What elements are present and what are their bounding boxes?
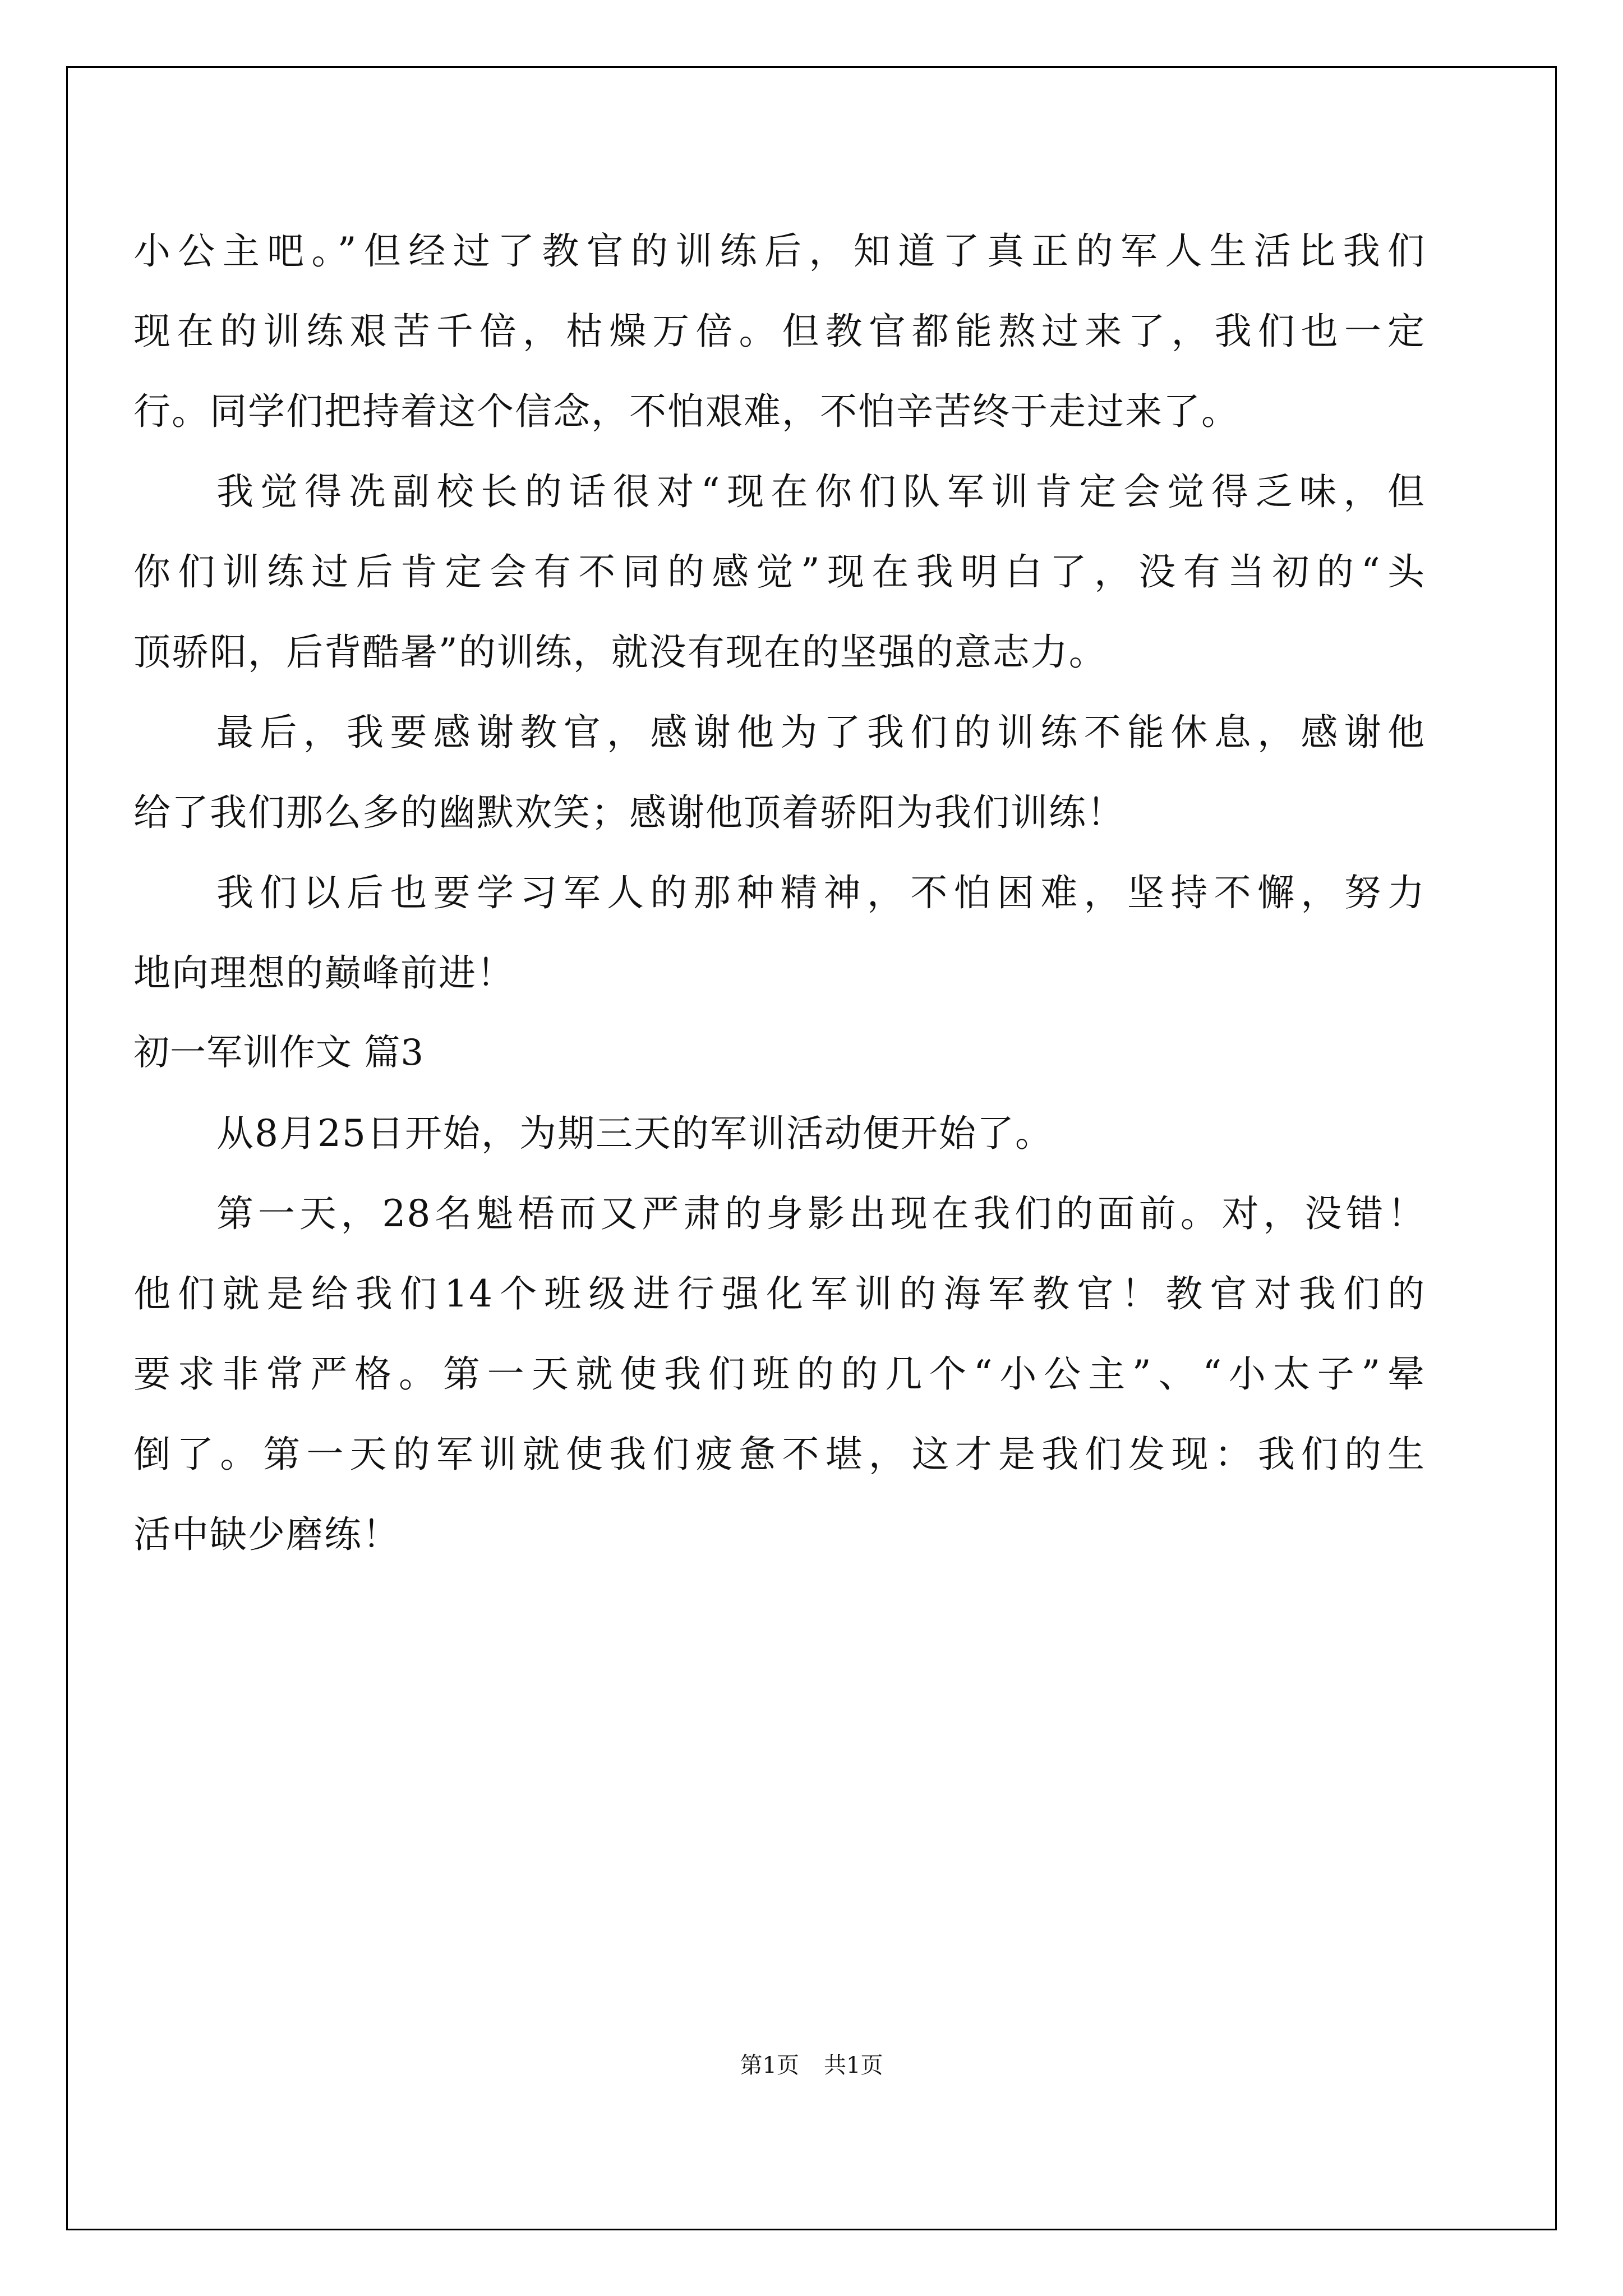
page-number: 第1页 xyxy=(740,2053,799,2078)
page-footer xyxy=(0,2049,1623,2082)
paragraph-first-line: 从8月25日开始，为期三天的军训活动便开始了。 xyxy=(216,1112,1053,1155)
paragraph-first-line: 我们以后也要学习军人的那种精神，不怕困难，坚持不懈，努力 xyxy=(216,871,1426,914)
page-total: 共1页 xyxy=(824,2053,883,2078)
document-body xyxy=(133,211,1426,1575)
text-line: 顶骄阳，后背酷暑”的训练，就没有现在的坚强的意志力。 xyxy=(133,631,1107,674)
paragraph-first-line: 第一天，28名魁梧而又严肃的身影出现在我们的面前。对，没错！ xyxy=(216,1192,1426,1235)
text-line: 他们就是给我们14个班级进行强化军训的海军教官！教官对我们的 xyxy=(133,1272,1426,1315)
text-line: 行。同学们把持着这个信念，不怕艰难，不怕辛苦终于走过来了。 xyxy=(133,390,1239,433)
section-heading: 初一军训作文 篇3 xyxy=(133,1032,425,1074)
text-line: 地向理想的巅峰前进！ xyxy=(133,951,515,995)
text-line: 要求非常严格。第一天就使我们班的的几个“小公主”、“小太子”晕 xyxy=(133,1352,1426,1396)
text-line: 给了我们那么多的幽默欢笑；感谢他顶着骄阳为我们训练！ xyxy=(133,791,1125,834)
paragraph-first-line: 最后，我要感谢教官，感谢他为了我们的训练不能休息，感谢他 xyxy=(216,711,1426,754)
paragraph-first-line: 我觉得冼副校长的话很对“现在你们队军训肯定会觉得乏味，但 xyxy=(216,470,1426,513)
text-line: 倒了。第一天的军训就使我们疲惫不堪，这才是我们发现：我们的生 xyxy=(133,1433,1426,1476)
text-line: 你们训练过后肯定会有不同的感觉”现在我明白了，没有当初的“头 xyxy=(133,550,1426,593)
text-line: 小公主吧。”但经过了教官的训练后，知道了真正的军人生活比我们 xyxy=(133,229,1426,273)
text-line: 现在的训练艰苦千倍，枯燥万倍。但教官都能熬过来了，我们也一定 xyxy=(133,310,1426,353)
text-line: 活中缺少磨练！ xyxy=(133,1513,400,1556)
